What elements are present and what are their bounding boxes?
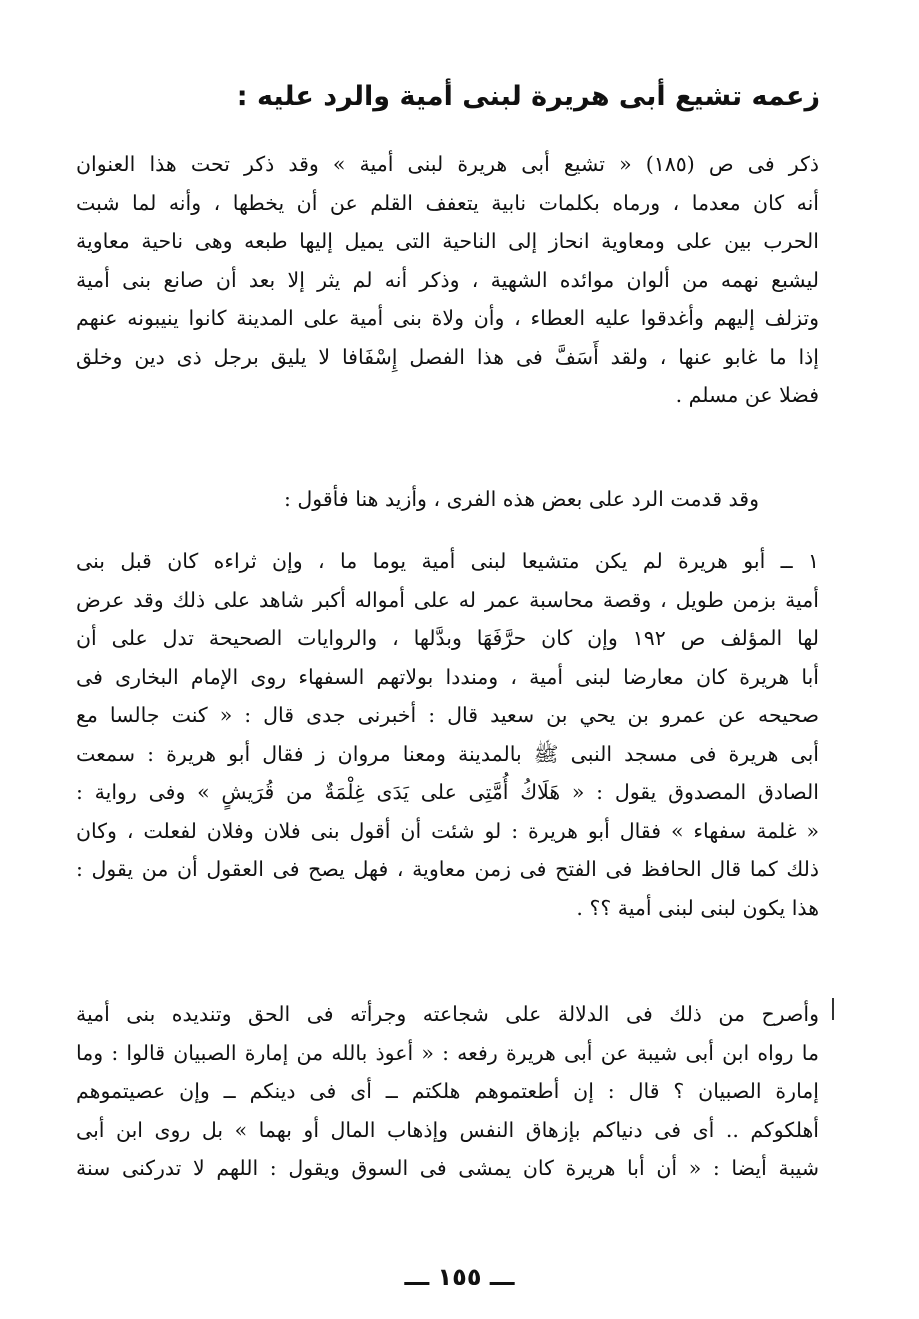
text-line: ذلك كما قال الحافظ فى الفتح فى زمن معاوية ، فهل يصح فى العقول أن من يقول : [76,857,819,881]
paragraph-1 [76,145,819,415]
page-number: ـــ ١٥٥ ـــ [404,1263,515,1291]
text-line: أبى هريرة فى مسجد النبى ﷺ بالمدينة ومعنا مروان ز فقال أبو هريرة : سمعت [76,741,819,766]
text-line: وقد قدمت الرد على بعض هذه الفرى ، وأزيد هنا فأقول : [283,487,759,511]
text-line: أهلكوكم .. أى فى دنياكم بإزهاق النفس وإذهاب المال أو بهما » بل روى ابن أبى [76,1117,819,1142]
text-line: أنه كان معدما ، ورماه بكلمات نابية يتعفف القلم عن أن يخطها ، وأنه لما شبت [76,190,819,215]
text-line: « غلمة سفهاء » فقال أبو هريرة : لو شئت أن أقول بنى فلان وفلان لفعلت ، وكان [76,818,819,843]
text-line: ذكر فى ص (١٨٥) « تشيع أبى هريرة لبنى أمية » وقد ذكر تحت هذا العنوان [76,152,819,176]
text-line: لها المؤلف ص ١٩٢ وإن كان حرَّفَهَا وبدَّلها ، والروايات الصحيحة تدل على أن [76,626,820,650]
text-line: ١ ــ أبو هريرة لم يكن متشيعا لبنى أمية يوما ما ، وإن ثراءه كان قبل بنى [76,549,819,573]
text-line: فضلا عن مسلم . [675,383,819,407]
text-line: أمية بزمن طويل ، وقصة محاسبة عمر له على أمواله أكبر شاهد على ذلك وقد عرض [76,587,819,612]
paragraph-2 [76,480,819,519]
text-line: إمارة الصبيان ؟ قال : إن أطعتموهم هلكتم ــ أى فى دينكم ــ وإن عصيتموهم [76,1079,819,1103]
text-line: وتزلف إليهم وأغدقوا عليه العطاء ، وأن ولاة بنى أمية على المدينة كانوا ينيبونه عنهم [76,306,819,330]
paragraph-3 [76,542,819,927]
text-line: شيبة أيضا : « أن أبا هريرة كان يمشى فى السوق ويقول : اللهم لا تدركنى سنة [76,1156,819,1180]
text-line: أبا هريرة كان معارضا لبنى أمية ، ومنددا بولاتهم السفهاء روى الإمام البخارى فى [76,664,819,689]
text-line: صحيحه عن عمرو بن يحي بن سعيد قال : أخبرنى جدى قال : « كنت جالسا مع [76,703,819,727]
text-line: ما رواه ابن أبى شيبة عن أبى هريرة رفعه : « أعوذ بالله من إمارة الصبيان قالوا : وما [76,1040,819,1065]
text-line: الحرب بين على ومعاوية انحاز إلى الناحية التى يميل إليها طبعه وهى ناحية معاوية [76,229,819,253]
margin-mark [832,998,834,1020]
text-line: وأصرح من ذلك فى الدلالة على شجاعته وجرأته فى الحق وتنديده بنى أمية [76,1002,819,1026]
text-line: الصادق المصدوق يقول : « هَلَاكُ أُمَّتِى على يَدَى غِلْمَةٌ من قُرَيشٍ » وفى رواية : [76,780,819,804]
section-heading: زعمه تشيع أبى هريرة لبنى أمية والرد عليه : [236,81,820,112]
text-line: إذا ما غابو عنها ، ولقد أَسَفَّ فى هذا الفصل إِسْفَافا لا يليق برجل ذى دين وخلق [76,344,819,369]
text-line: هذا يكون لبنى لبنى أمية ؟؟ . [576,895,819,920]
text-line: ليشبع نهمه من ألوان موائده الشهية ، وذكر أنه لم يثر إلا بعد أن صانع بنى أمية [76,267,819,292]
paragraph-4 [76,995,819,1188]
